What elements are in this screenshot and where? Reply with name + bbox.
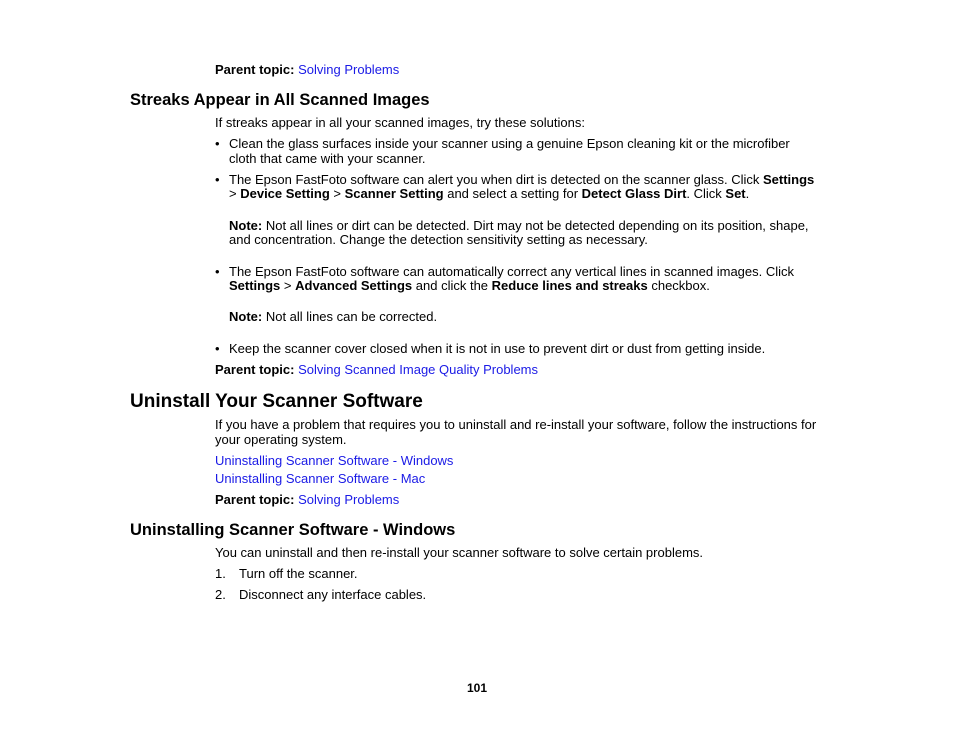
device-setting-label: Device Setting xyxy=(240,186,330,201)
gt-separator: > xyxy=(280,278,296,293)
bullet-dot: • xyxy=(215,172,220,187)
parent-topic-link-solving-problems[interactable]: Solving Problems xyxy=(298,62,400,77)
step-1-text: Turn off the scanner. xyxy=(239,566,358,581)
bullet-dot: • xyxy=(215,341,220,356)
step-number: 1. xyxy=(215,566,226,581)
bullet-dot: • xyxy=(215,264,220,279)
parent-topic-link-image-quality[interactable]: Solving Scanned Image Quality Problems xyxy=(298,362,538,377)
parent-topic-uninstall xyxy=(215,492,399,507)
heading-uninstalling-windows: Uninstalling Scanner Software - Windows xyxy=(130,521,456,539)
set-button-label: Set xyxy=(725,186,746,201)
parent-topic-label: Parent topic: xyxy=(215,492,295,507)
note-2-text: Not all lines can be corrected. xyxy=(262,309,438,324)
gt-separator: > xyxy=(229,186,241,201)
bullet-4-line-1: Keep the scanner cover closed when it is not in use to prevent dirt or dust from getting inside. xyxy=(229,341,766,356)
uninstall-intro-line-1: If you have a problem that requires you to uninstall and re-install your software, follow the instructions for xyxy=(215,417,817,432)
bullet-2-text: The Epson FastFoto software can alert you when dirt is detected on the scanner glass. Click xyxy=(229,172,763,187)
step-2-text: Disconnect any interface cables. xyxy=(239,587,427,602)
bullet-2-click-text: . Click xyxy=(686,186,726,201)
settings-menu-label: Settings xyxy=(229,278,281,293)
note-1-line-2: and concentration. Change the detection sensitivity setting as necessary. xyxy=(229,232,648,247)
bullet-2-line-1 xyxy=(229,172,814,187)
note-label: Note: xyxy=(229,309,263,324)
scanner-setting-label: Scanner Setting xyxy=(344,186,444,201)
period: . xyxy=(745,186,750,201)
bullet-1-line-1: Clean the glass surfaces inside your scanner using a genuine Epson cleaning kit or the microfiber xyxy=(229,136,790,151)
bullet-1-line-2: cloth that came with your scanner. xyxy=(229,151,426,166)
uninstall-intro-line-2: your operating system. xyxy=(215,432,347,447)
link-uninstall-mac[interactable]: Uninstalling Scanner Software - Mac xyxy=(215,471,426,486)
bullet-3-line-2 xyxy=(229,278,710,293)
link-uninstall-windows[interactable]: Uninstalling Scanner Software - Windows xyxy=(215,453,454,468)
parent-topic-streaks xyxy=(215,362,538,377)
bullet-3-line-1: The Epson FastFoto software can automatically correct any vertical lines in scanned images. Click xyxy=(229,264,795,279)
gt-separator: > xyxy=(329,186,345,201)
heading-streaks: Streaks Appear in All Scanned Images xyxy=(130,91,430,109)
bullet-dot: • xyxy=(215,136,220,151)
settings-menu-label: Settings xyxy=(763,172,815,187)
bullet-2-line-2 xyxy=(229,186,749,201)
parent-topic-label: Parent topic: xyxy=(215,362,295,377)
uninstalling-windows-intro: You can uninstall and then re-install your scanner software to solve certain problems. xyxy=(215,545,704,560)
streaks-intro: If streaks appear in all your scanned images, try these solutions: xyxy=(215,115,585,130)
detect-glass-dirt-label: Detect Glass Dirt xyxy=(581,186,687,201)
page-number: 101 xyxy=(466,681,488,695)
note-1-line-1 xyxy=(229,218,809,233)
parent-topic-label: Parent topic: xyxy=(215,62,295,77)
reduce-lines-checkbox-label: Reduce lines and streaks xyxy=(491,278,648,293)
step-number: 2. xyxy=(215,587,226,602)
note-2 xyxy=(229,309,437,324)
bullet-3-end-text: checkbox. xyxy=(647,278,710,293)
parent-topic-top xyxy=(215,62,399,77)
advanced-settings-label: Advanced Settings xyxy=(295,278,413,293)
note-label: Note: xyxy=(229,218,263,233)
note-1-text: Not all lines or dirt can be detected. Dirt may not be detected depending on its position, shape, xyxy=(262,218,809,233)
bullet-3-mid-text: and click the xyxy=(412,278,492,293)
parent-topic-link-solving-problems[interactable]: Solving Problems xyxy=(298,492,400,507)
bullet-2-mid-text: and select a setting for xyxy=(443,186,582,201)
heading-uninstall: Uninstall Your Scanner Software xyxy=(130,391,423,412)
